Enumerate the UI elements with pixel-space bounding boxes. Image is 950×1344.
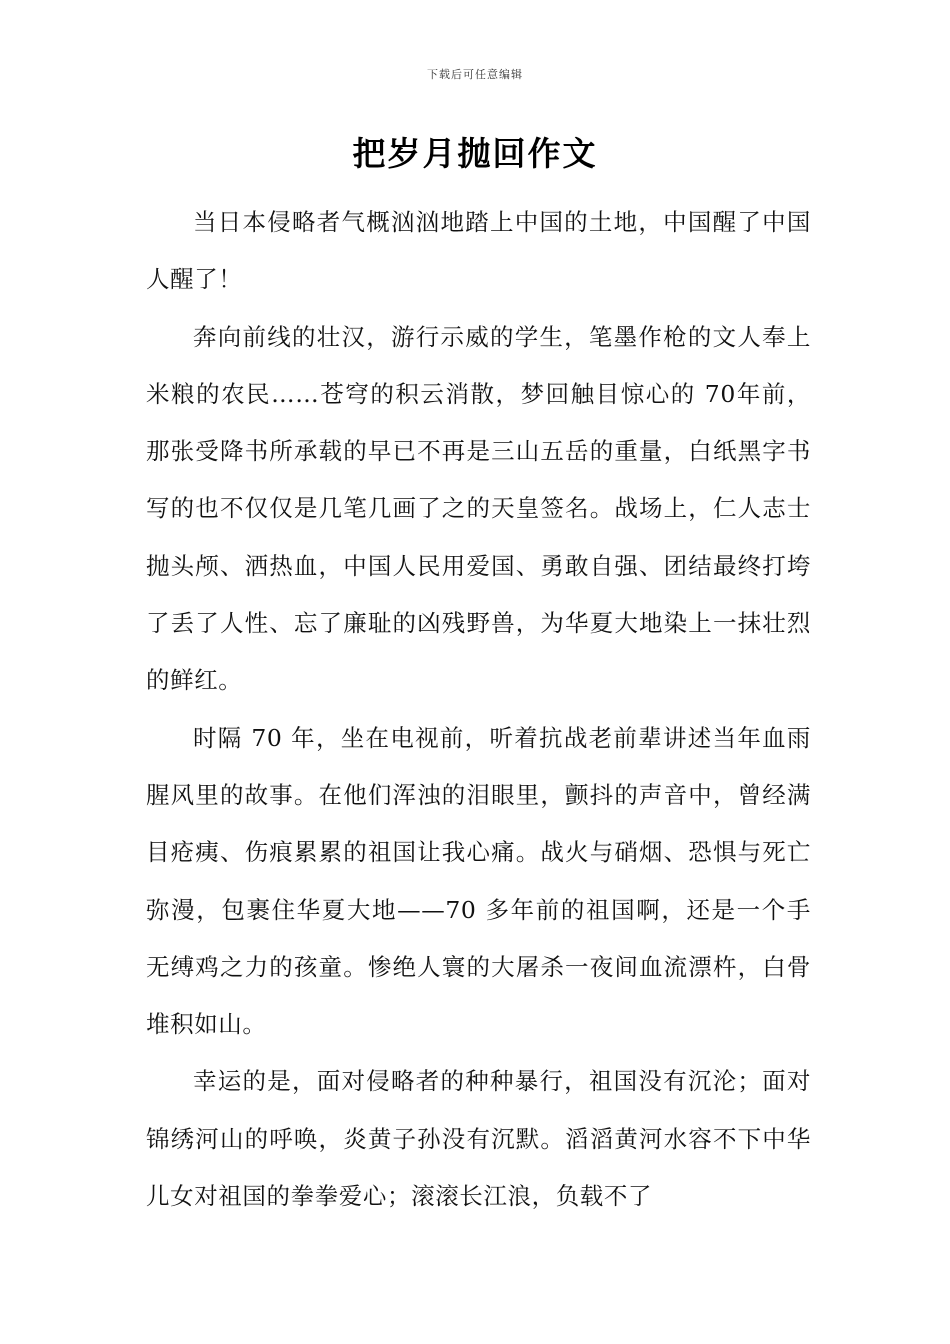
paragraph-1: 当日本侵略者气概汹汹地踏上中国的土地，中国醒了中国人醒了！ [146,208,811,294]
paragraph-3: 时隔 70 年，坐在电视前，听着抗战老前辈讲述当年血雨腥风里的故事。在他们浑浊的泪眼里，颤抖的声音中，曾经满目疮痍、伤痕累累的祖国让我心痛。战火与硝烟、恐惧与死亡弥漫，包裹住华夏大地——70 多年前的祖国啊，还是一个手无缚鸡之力的孩童。惨绝人寰的大屠杀一夜间血流漂杵，白骨堆积如山。 [146,723,811,1039]
document-body [146,194,811,1225]
paragraph-2: 奔向前线的壮汉，游行示威的学生，笔墨作枪的文人奉上米粮的农民……苍穹的积云消散，梦回触目惊心的 70年前，那张受降书所承载的早已不再是三山五岳的重量，白纸黑字书写的也不仅仅是几笔几画了之的天皇签名。战场上，仁人志士抛头颅、洒热血，中国人民用爱国、勇敢自强、团结最终打垮了丢了人性、忘了廉耻的凶残野兽，为华夏大地染上一抹壮烈的鲜红。 [146,322,811,695]
header-note: 下载后可任意编辑 [427,68,523,81]
document-title: 把岁月抛回作文 [352,134,598,173]
paragraph-4: 幸运的是，面对侵略者的种种暴行，祖国没有沉沦；面对锦绣河山的呼唤，炎黄子孙没有沉默。滔滔黄河水容不下中华儿女对祖国的拳拳爱心；滚滚长江浪，负载不了 [146,1067,811,1211]
